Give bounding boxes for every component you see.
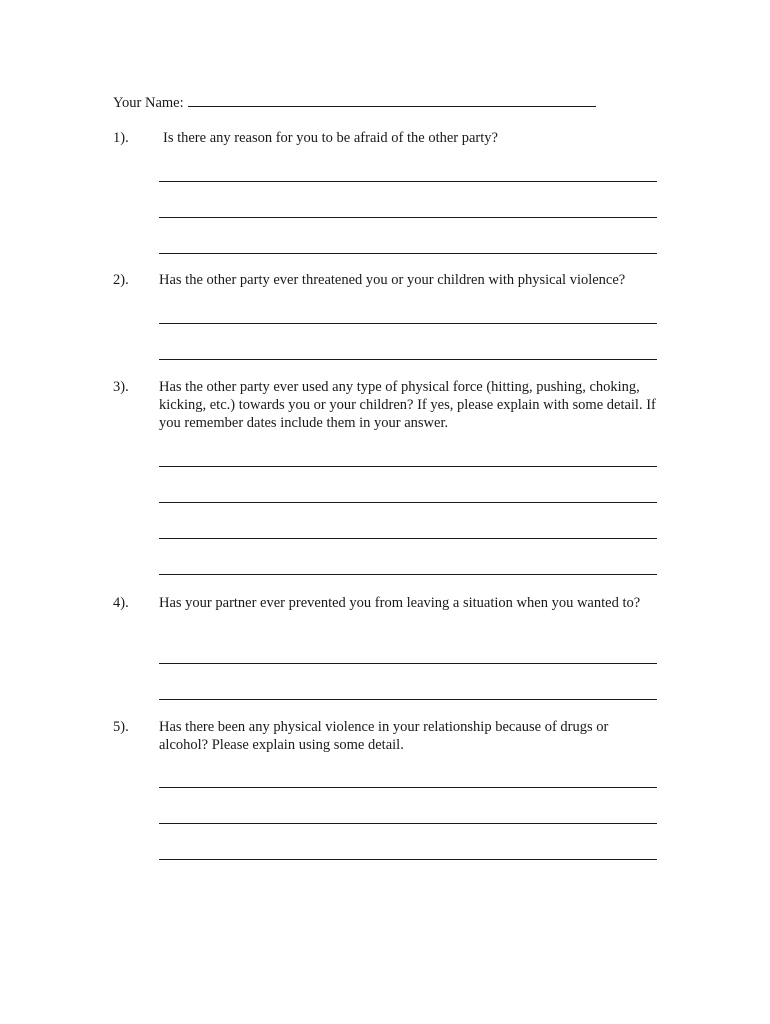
- question-2-number: 2).: [113, 272, 129, 288]
- question-3-number: 3).: [113, 379, 129, 395]
- question-2-text: Has the other party ever threatened you or your children with physical violence?: [159, 272, 626, 288]
- question-4-answer-line[interactable]: [159, 663, 657, 664]
- question-3-answer-line[interactable]: [159, 574, 657, 575]
- question-1-number: 1).: [113, 130, 129, 146]
- question-5-number: 5).: [113, 719, 129, 735]
- name-label: Your Name:: [113, 95, 184, 111]
- question-5-answer-line[interactable]: [159, 859, 657, 860]
- question-3-answer-line[interactable]: [159, 466, 657, 467]
- question-3-text: Has the other party ever used any type of physical force (hitting, pushing, choking, kicking, etc.) towards you or your children? If yes, please explain with some detail. If you remember dates include them in your answer.: [159, 379, 656, 431]
- question-2-answer-line[interactable]: [159, 323, 657, 324]
- question-4-number: 4).: [113, 595, 129, 611]
- question-5-answer-line[interactable]: [159, 787, 657, 788]
- question-4-answer-line[interactable]: [159, 699, 657, 700]
- question-3-answer-line[interactable]: [159, 502, 657, 503]
- question-2-answer-line[interactable]: [159, 359, 657, 360]
- question-4-text: Has your partner ever prevented you from leaving a situation when you wanted to?: [159, 595, 641, 611]
- name-field-row: [113, 92, 596, 112]
- question-3-answer-line[interactable]: [159, 538, 657, 539]
- question-1-answer-line[interactable]: [159, 181, 657, 182]
- question-1-answer-line[interactable]: [159, 253, 657, 254]
- question-5-answer-line[interactable]: [159, 823, 657, 824]
- question-1-text: Is there any reason for you to be afraid of the other party?: [163, 130, 498, 146]
- question-1-answer-line[interactable]: [159, 217, 657, 218]
- name-blank-line[interactable]: [188, 92, 596, 107]
- question-5-text: Has there been any physical violence in your relationship because of drugs or alcohol? Please explain using some detail.: [159, 719, 609, 753]
